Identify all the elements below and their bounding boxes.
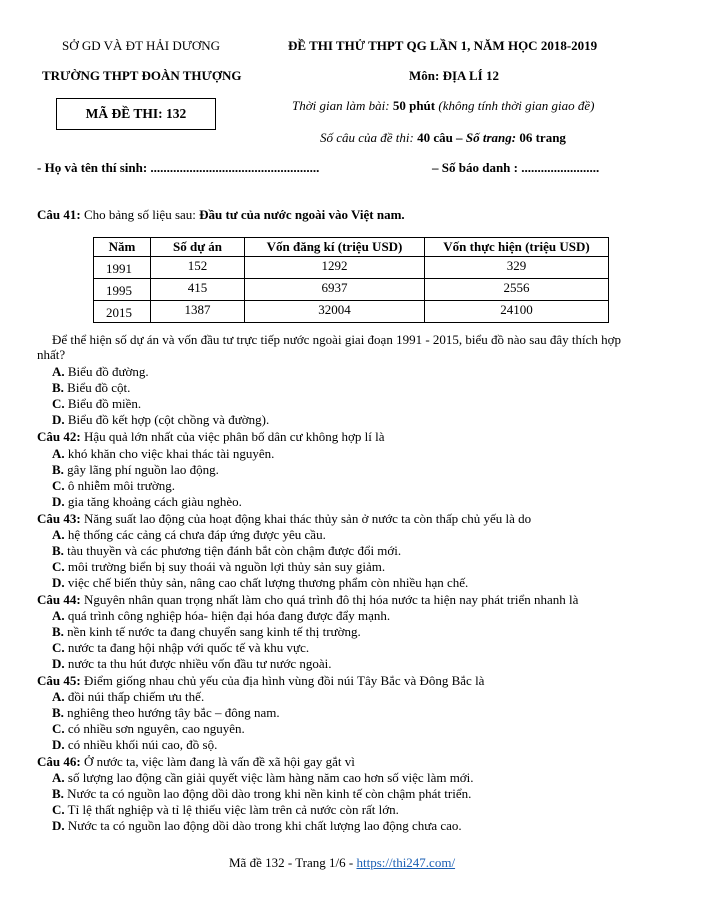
- question-text: Năng suất lao động của hoạt động khai thác thủy sản ở nước ta còn thấp chủ yếu là do: [83, 511, 532, 526]
- option-text: gây lãng phí nguồn lao động.: [67, 462, 219, 477]
- option-c: [52, 721, 245, 737]
- table-row: [94, 301, 609, 323]
- option-text: số lượng lao động cần giải quyết việc làm hàng năm cao hơn số việc làm mới.: [67, 770, 474, 785]
- candidate-id-field: – Số báo danh : ........................: [432, 160, 600, 175]
- option-text: hệ thống các cảng cá chưa đáp ứng được yêu cầu.: [67, 527, 326, 542]
- option-a: [52, 364, 149, 380]
- question-45: [37, 673, 484, 689]
- question-number: Câu 42:: [37, 429, 81, 444]
- question-42: [37, 429, 385, 445]
- option-label: A.: [52, 364, 65, 379]
- option-label: C.: [52, 640, 65, 655]
- pages-label: – Số trang:: [456, 130, 517, 145]
- option-label: B.: [52, 543, 64, 558]
- col-registered: Vốn đăng kí (triệu USD): [245, 238, 425, 257]
- count-label: Số câu của đề thi:: [320, 130, 414, 145]
- option-c: [52, 478, 175, 494]
- option-label: D.: [52, 818, 65, 833]
- question-number: Câu 41:: [37, 207, 81, 222]
- option-text: gia tăng khoảng cách giàu nghèo.: [67, 494, 242, 509]
- option-label: D.: [52, 737, 65, 752]
- department-name: SỞ GD VÀ ĐT HẢI DƯƠNG: [62, 38, 221, 53]
- cell-implemented: 2556: [425, 279, 609, 301]
- question-text: Ở nước ta, việc làm đang là vấn đề xã hội gay gắt vì: [83, 754, 355, 769]
- question-prompt-cont: nhất?: [37, 347, 66, 362]
- option-text: Nước ta có nguồn lao động dồi dào trong khi chất lượng lao động chưa cao.: [67, 818, 462, 833]
- option-d: [52, 412, 269, 428]
- cell-year: 1991: [94, 257, 151, 279]
- col-implemented: Vốn thực hiện (triệu USD): [425, 238, 609, 257]
- cell-year: 1995: [94, 279, 151, 301]
- option-a: [52, 446, 274, 462]
- time-line: [292, 98, 594, 114]
- option-label: D.: [52, 656, 65, 671]
- option-label: B.: [52, 462, 64, 477]
- option-label: C.: [52, 721, 65, 736]
- page-footer: [229, 855, 455, 871]
- option-c: [52, 640, 309, 656]
- option-text: Biểu đồ đường.: [67, 364, 149, 379]
- option-a: [52, 770, 474, 786]
- option-b: [52, 786, 471, 802]
- option-label: D.: [52, 575, 65, 590]
- option-d: [52, 575, 468, 591]
- option-text: Nước ta có nguồn lao động dồi dào trong khi nền kinh tế còn chậm phát triển.: [67, 786, 472, 801]
- option-text: đồi núi thấp chiếm ưu thế.: [67, 689, 205, 704]
- option-label: C.: [52, 559, 65, 574]
- question-number: Câu 46:: [37, 754, 81, 769]
- cell-registered: 6937: [245, 279, 425, 301]
- subject-value: ĐỊA LÍ 12: [442, 68, 499, 83]
- option-d: [52, 494, 242, 510]
- option-label: D.: [52, 412, 65, 427]
- col-year: Năm: [94, 238, 151, 257]
- option-c: [52, 559, 385, 575]
- option-label: B.: [52, 624, 64, 639]
- option-label: A.: [52, 770, 65, 785]
- option-label: B.: [52, 380, 64, 395]
- cell-projects: 1387: [151, 301, 245, 323]
- option-d: [52, 656, 332, 672]
- question-46: [37, 754, 355, 770]
- option-b: [52, 624, 361, 640]
- option-text: nghiêng theo hướng tây bắc – đông nam.: [67, 705, 280, 720]
- option-label: A.: [52, 608, 65, 623]
- option-label: A.: [52, 446, 65, 461]
- cell-projects: 152: [151, 257, 245, 279]
- footer-text: Mã đề 132 - Trang 1/6 -: [229, 855, 354, 870]
- option-text: tàu thuyền và các phương tiện đánh bắt còn chậm được đổi mới.: [67, 543, 402, 558]
- option-d: [52, 818, 462, 834]
- cell-implemented: 24100: [425, 301, 609, 323]
- question-number: Câu 43:: [37, 511, 81, 526]
- question-43: [37, 511, 531, 527]
- table-row: [94, 279, 609, 301]
- table-header-row: [94, 238, 609, 257]
- question-41: [37, 207, 405, 223]
- cell-year: 2015: [94, 301, 151, 323]
- question-number: Câu 45:: [37, 673, 81, 688]
- question-44: [37, 592, 578, 608]
- option-d: [52, 737, 217, 753]
- option-text: môi trường biển bị suy thoái và nguồn lợi thủy sản suy giảm.: [67, 559, 386, 574]
- option-text: có nhiều khối núi cao, đồ sộ.: [67, 737, 218, 752]
- option-text: Biểu đồ cột.: [67, 380, 131, 395]
- option-label: A.: [52, 689, 65, 704]
- option-label: B.: [52, 705, 64, 720]
- table-title: Đầu tư của nước ngoài vào Việt nam.: [199, 207, 405, 222]
- option-text: nước ta thu hút được nhiều vốn đầu tư nước ngoài.: [67, 656, 332, 671]
- option-b: [52, 380, 130, 396]
- option-text: nền kinh tế nước ta đang chuyển sang kinh tế thị trường.: [67, 624, 361, 639]
- question-text: Nguyên nhân quan trọng nhất làm cho quá trình đô thị hóa nước ta hiện nay phát triển nhanh là: [83, 592, 579, 607]
- option-a: [52, 527, 326, 543]
- cell-registered: 1292: [245, 257, 425, 279]
- cell-registered: 32004: [245, 301, 425, 323]
- option-b: [52, 705, 280, 721]
- candidate-name-field: - Họ và tên thí sinh: ....................................................: [37, 160, 320, 175]
- option-a: [52, 689, 204, 705]
- option-label: B.: [52, 786, 64, 801]
- option-label: C.: [52, 396, 65, 411]
- option-text: quá trình công nghiệp hóa- hiện đại hóa đang được đẩy mạnh.: [67, 608, 391, 623]
- question-text: Cho bảng số liệu sau:: [83, 207, 196, 222]
- count-value: 40 câu: [417, 130, 453, 145]
- option-label: D.: [52, 494, 65, 509]
- question-text: Hậu quả lớn nhất của việc phân bố dân cư không hợp lí là: [83, 429, 385, 444]
- time-note: (không tính thời gian giao đề): [438, 98, 595, 113]
- count-line: [320, 130, 566, 146]
- table-row: [94, 257, 609, 279]
- cell-projects: 415: [151, 279, 245, 301]
- option-c: [52, 802, 399, 818]
- option-c: [52, 396, 141, 412]
- subject-label: Môn:: [409, 68, 440, 83]
- question-text: Điểm giống nhau chủ yếu của địa hình vùng đồi núi Tây Bắc và Đông Bắc là: [83, 673, 485, 688]
- question-prompt: Để thể hiện số dự án và vốn đầu tư trực tiếp nước ngoài giai đoạn 1991 - 2015, biểu đồ nào sau đây thích hợp: [52, 332, 622, 347]
- option-text: nước ta đang hội nhập với quốc tế và khu vực.: [67, 640, 310, 655]
- school-name: TRƯỜNG THPT ĐOÀN THƯỢNG: [42, 68, 242, 83]
- option-text: khó khăn cho việc khai thác tài nguyên.: [67, 446, 275, 461]
- col-projects: Số dự án: [151, 238, 245, 257]
- option-label: C.: [52, 802, 65, 817]
- option-text: ô nhiễm môi trường.: [67, 478, 175, 493]
- option-a: [52, 608, 390, 624]
- time-label: Thời gian làm bài:: [292, 98, 390, 113]
- time-value: 50 phút: [392, 98, 436, 113]
- option-text: việc chế biến thủy sản, nâng cao chất lượng thương phẩm còn nhiều hạn chế.: [67, 575, 469, 590]
- question-number: Câu 44:: [37, 592, 81, 607]
- option-text: Biểu đồ kết hợp (cột chồng và đường).: [67, 412, 270, 427]
- option-label: A.: [52, 527, 65, 542]
- subject-line: [409, 68, 499, 84]
- option-text: Biểu đồ miền.: [67, 396, 142, 411]
- option-b: [52, 462, 219, 478]
- exam-title: ĐỀ THI THỬ THPT QG LẦN 1, NĂM HỌC 2018-2019: [288, 38, 598, 53]
- investment-table: [93, 237, 609, 323]
- option-b: [52, 543, 401, 559]
- footer-link[interactable]: https://thi247.com/: [356, 855, 456, 870]
- exam-code-box: MÃ ĐỀ THI: 132: [56, 98, 216, 130]
- cell-implemented: 329: [425, 257, 609, 279]
- pages-value: 06 trang: [519, 130, 566, 145]
- option-label: C.: [52, 478, 65, 493]
- option-text: có nhiều sơn nguyên, cao nguyên.: [67, 721, 245, 736]
- option-text: Tỉ lệ thất nghiệp và tỉ lệ thiếu việc làm trên cả nước còn rất lớn.: [67, 802, 399, 817]
